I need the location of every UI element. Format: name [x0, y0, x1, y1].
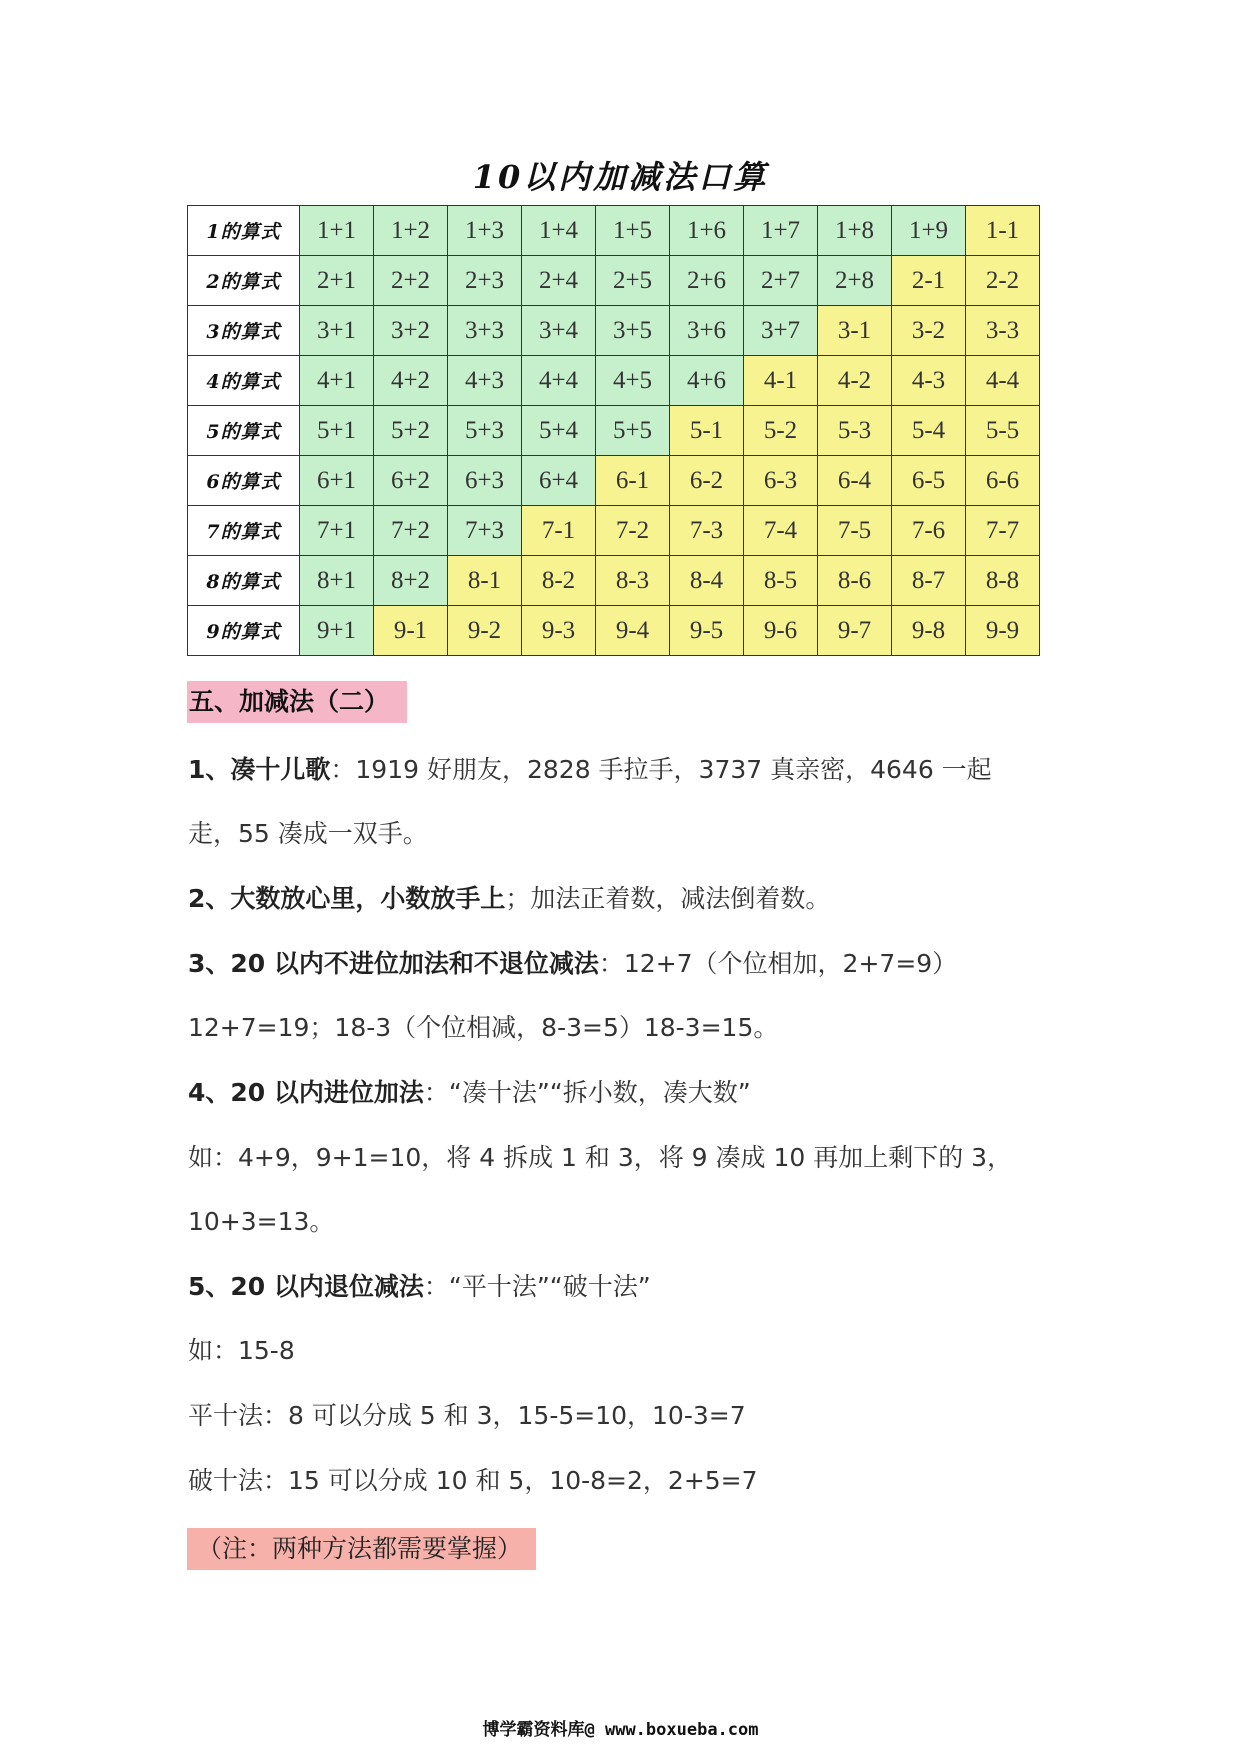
row-label: 7的算式 — [188, 506, 300, 556]
addition-cell: 1+7 — [744, 206, 818, 256]
row-label: 5的算式 — [188, 406, 300, 456]
addition-cell: 8+2 — [374, 556, 448, 606]
item-4-text: ：“凑十法”“拆小数，凑大数” — [423, 1078, 751, 1107]
subtraction-cell: 9-8 — [892, 606, 966, 656]
subtraction-cell: 8-6 — [818, 556, 892, 606]
addition-cell: 3+5 — [596, 306, 670, 356]
subtraction-cell: 7-3 — [670, 506, 744, 556]
item-1-continuation: 走，55 凑成一双手。 — [188, 819, 428, 848]
addition-cell: 7+3 — [448, 506, 522, 556]
subtraction-cell: 8-4 — [670, 556, 744, 606]
item-4-heading: 4、20 以内进位加法 — [188, 1078, 424, 1107]
addition-cell: 2+7 — [744, 256, 818, 306]
subtraction-cell: 4-4 — [966, 356, 1040, 406]
table-row — [188, 606, 1040, 656]
addition-cell: 1+6 — [670, 206, 744, 256]
row-label: 3的算式 — [188, 306, 300, 356]
subtraction-cell: 7-6 — [892, 506, 966, 556]
subtraction-cell: 7-2 — [596, 506, 670, 556]
addition-cell: 1+3 — [448, 206, 522, 256]
row-label: 8的算式 — [188, 556, 300, 606]
addition-cell: 5+2 — [374, 406, 448, 456]
subtraction-cell: 8-1 — [448, 556, 522, 606]
subtraction-cell: 8-3 — [596, 556, 670, 606]
item-3-line — [188, 946, 957, 982]
section-heading: 五、加减法（二） — [187, 681, 407, 723]
subtraction-cell: 9-3 — [522, 606, 596, 656]
subtraction-cell: 1-1 — [966, 206, 1040, 256]
item-5-ping-shi-method: 平十法：8 可以分成 5 和 3，15-5=10，10-3=7 — [188, 1401, 746, 1430]
subtraction-cell: 3-1 — [818, 306, 892, 356]
addition-cell: 4+5 — [596, 356, 670, 406]
item-3-continuation: 12+7=19；18-3（个位相减，8-3=5）18-3=15。 — [188, 1013, 779, 1042]
subtraction-cell: 9-1 — [374, 606, 448, 656]
addition-cell: 3+2 — [374, 306, 448, 356]
subtraction-cell: 8-2 — [522, 556, 596, 606]
row-label: 1的算式 — [188, 206, 300, 256]
item-5-line — [188, 1269, 651, 1305]
item-5-text: ：“平十法”“破十法” — [423, 1272, 651, 1301]
addition-cell: 1+1 — [300, 206, 374, 256]
addition-cell: 2+5 — [596, 256, 670, 306]
subtraction-cell: 9-9 — [966, 606, 1040, 656]
addition-cell: 8+1 — [300, 556, 374, 606]
footer-watermark: 博学霸资料库@ www.boxueba.com — [482, 1720, 759, 1740]
addition-cell: 6+1 — [300, 456, 374, 506]
addition-cell: 2+1 — [300, 256, 374, 306]
subtraction-cell: 3-2 — [892, 306, 966, 356]
row-label: 6的算式 — [188, 456, 300, 506]
subtraction-cell: 8-8 — [966, 556, 1040, 606]
subtraction-cell: 3-3 — [966, 306, 1040, 356]
subtraction-cell: 4-3 — [892, 356, 966, 406]
addition-cell: 4+3 — [448, 356, 522, 406]
addition-cell: 7+1 — [300, 506, 374, 556]
subtraction-cell: 9-6 — [744, 606, 818, 656]
addition-cell: 1+4 — [522, 206, 596, 256]
addition-cell: 6+3 — [448, 456, 522, 506]
addition-cell: 3+7 — [744, 306, 818, 356]
row-label: 2的算式 — [188, 256, 300, 306]
table-row — [188, 206, 1040, 256]
item-2-heading: 2、大数放心里，小数放手上 — [188, 884, 506, 913]
addition-cell: 4+4 — [522, 356, 596, 406]
subtraction-cell: 9-5 — [670, 606, 744, 656]
subtraction-cell: 5-2 — [744, 406, 818, 456]
item-1-line — [188, 752, 992, 788]
table-row — [188, 506, 1040, 556]
addition-cell: 3+6 — [670, 306, 744, 356]
table-row — [188, 456, 1040, 506]
subtraction-cell: 5-5 — [966, 406, 1040, 456]
row-label: 9的算式 — [188, 606, 300, 656]
subtraction-cell: 8-5 — [744, 556, 818, 606]
subtraction-cell: 4-2 — [818, 356, 892, 406]
subtraction-cell: 9-7 — [818, 606, 892, 656]
item-2-text: ；加法正着数，减法倒着数。 — [505, 884, 831, 913]
note-highlight: （注：两种方法都需要掌握） — [187, 1528, 536, 1570]
item-4-line — [188, 1075, 751, 1111]
arithmetic-table — [187, 205, 1040, 656]
table-row — [188, 356, 1040, 406]
item-4-example: 如：4+9，9+1=10，将 4 拆成 1 和 3，将 9 凑成 10 再加上剩下的 3， — [188, 1143, 1013, 1172]
subtraction-cell: 8-7 — [892, 556, 966, 606]
subtraction-cell: 7-7 — [966, 506, 1040, 556]
addition-cell: 7+2 — [374, 506, 448, 556]
subtraction-cell: 5-4 — [892, 406, 966, 456]
addition-cell: 5+4 — [522, 406, 596, 456]
row-label: 4的算式 — [188, 356, 300, 406]
subtraction-cell: 4-1 — [744, 356, 818, 406]
addition-cell: 1+9 — [892, 206, 966, 256]
table-row — [188, 406, 1040, 456]
addition-cell: 2+6 — [670, 256, 744, 306]
item-1-text: ：1919 好朋友，2828 手拉手，3737 真亲密，4646 一起 — [330, 755, 992, 784]
subtraction-cell: 2-2 — [966, 256, 1040, 306]
addition-cell: 2+2 — [374, 256, 448, 306]
item-5-example: 如：15-8 — [188, 1336, 295, 1365]
addition-cell: 6+2 — [374, 456, 448, 506]
item-1-heading: 1、凑十儿歌 — [188, 755, 331, 784]
addition-cell: 4+1 — [300, 356, 374, 406]
item-4-example-result: 10+3=13。 — [188, 1207, 335, 1236]
addition-cell: 3+3 — [448, 306, 522, 356]
table-row — [188, 256, 1040, 306]
addition-cell: 1+8 — [818, 206, 892, 256]
addition-cell: 3+1 — [300, 306, 374, 356]
subtraction-cell: 6-3 — [744, 456, 818, 506]
table-row — [188, 556, 1040, 606]
item-3-text: ：12+7（个位相加，2+7=9） — [598, 949, 958, 978]
subtraction-cell: 6-5 — [892, 456, 966, 506]
addition-cell: 2+4 — [522, 256, 596, 306]
item-3-heading: 3、20 以内不进位加法和不退位减法 — [188, 949, 599, 978]
subtraction-cell: 6-1 — [596, 456, 670, 506]
subtraction-cell: 7-4 — [744, 506, 818, 556]
item-5-heading: 5、20 以内退位减法 — [188, 1272, 424, 1301]
subtraction-cell: 7-5 — [818, 506, 892, 556]
addition-cell: 5+1 — [300, 406, 374, 456]
subtraction-cell: 6-6 — [966, 456, 1040, 506]
table-row — [188, 306, 1040, 356]
subtraction-cell: 7-1 — [522, 506, 596, 556]
subtraction-cell: 5-1 — [670, 406, 744, 456]
item-2-line — [188, 881, 830, 917]
addition-cell: 4+2 — [374, 356, 448, 406]
item-5-po-shi-method: 破十法：15 可以分成 10 和 5，10-8=2，2+5=7 — [188, 1466, 758, 1495]
addition-cell: 1+5 — [596, 206, 670, 256]
addition-cell: 2+8 — [818, 256, 892, 306]
subtraction-cell: 5-3 — [818, 406, 892, 456]
addition-cell: 9+1 — [300, 606, 374, 656]
addition-cell: 1+2 — [374, 206, 448, 256]
addition-cell: 4+6 — [670, 356, 744, 406]
page-title: 10以内加减法口算 — [472, 158, 769, 196]
subtraction-cell: 6-4 — [818, 456, 892, 506]
addition-cell: 5+5 — [596, 406, 670, 456]
subtraction-cell: 9-2 — [448, 606, 522, 656]
subtraction-cell: 9-4 — [596, 606, 670, 656]
subtraction-cell: 2-1 — [892, 256, 966, 306]
addition-cell: 6+4 — [522, 456, 596, 506]
subtraction-cell: 6-2 — [670, 456, 744, 506]
addition-cell: 2+3 — [448, 256, 522, 306]
addition-cell: 3+4 — [522, 306, 596, 356]
addition-cell: 5+3 — [448, 406, 522, 456]
